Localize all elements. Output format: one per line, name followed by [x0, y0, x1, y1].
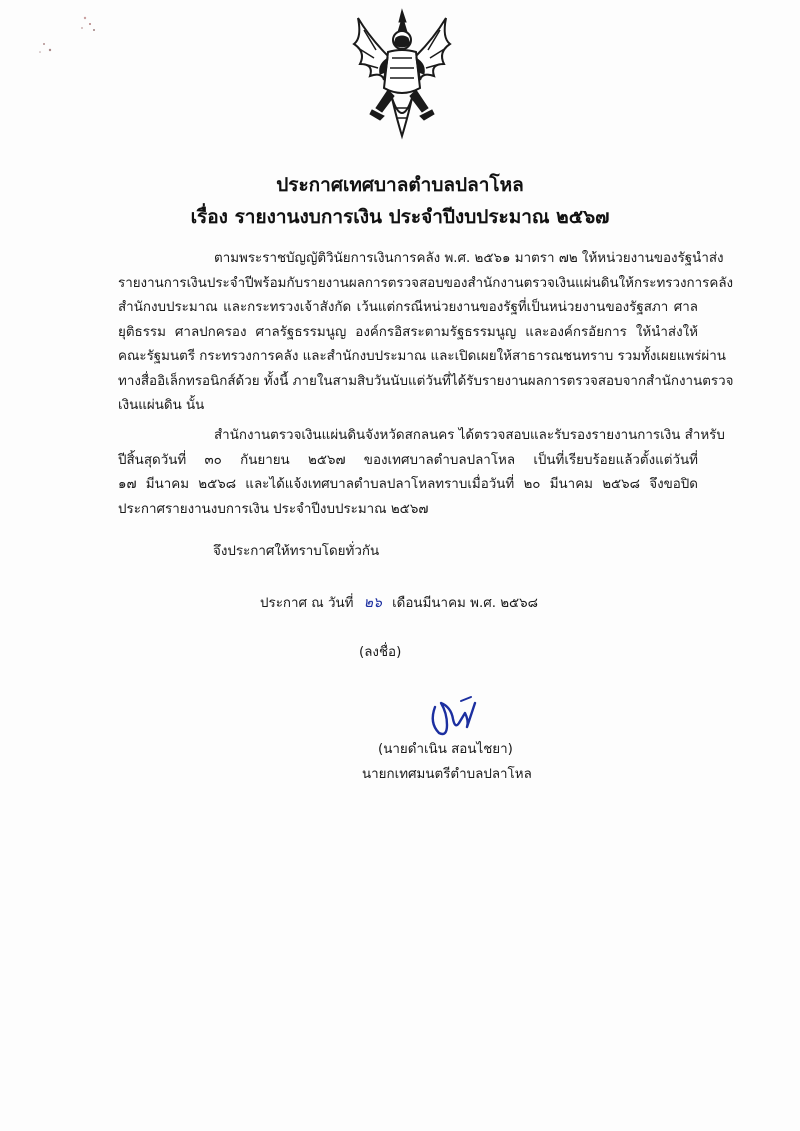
- paragraph-2: [118, 424, 725, 522]
- date-day-handwritten: ๒๖: [363, 595, 382, 611]
- paragraph-line: สำนักงบประมาณ และกระทรวงเจ้าสังกัด เว้นแต่กรณีหน่วยงานของรัฐที่เป็นหน่วยงานของรัฐสภา ศาล: [118, 300, 698, 315]
- handwritten-signature: [425, 693, 485, 738]
- paragraph-line: ทางสื่ออิเล็กทรอนิกส์ด้วย ทั้งนี้ ภายในสามสิบวันนับแต่วันที่ได้รับรายงานผลการตรวจสอบจากสำนักงานตรวจ: [118, 373, 734, 389]
- garuda-emblem: [340, 8, 465, 143]
- paragraph-line: ตามพระราชบัญญัติวินัยการเงินการคลัง พ.ศ. ๒๕๖๑ มาตรา ๗๒ ให้หน่วยงานของรัฐนำส่ง: [214, 251, 724, 266]
- signed-label: (ลงชื่อ): [359, 645, 402, 660]
- document-subject: เรื่อง รายงานงบการเงิน ประจำปีงบประมาณ ๒๕๖๗: [190, 206, 610, 228]
- date-suffix: เดือนมีนาคม พ.ศ. ๒๕๖๘: [392, 596, 539, 611]
- signatory-name: (นายดำเนิน สอนไชยา): [378, 742, 513, 757]
- paragraph-line: ประกาศรายงานงบการเงิน ประจำปีงบประมาณ ๒๕๖๗: [118, 501, 429, 517]
- date-prefix: ประกาศ ณ วันที่: [260, 596, 354, 611]
- paragraph-line: ยุติธรรม ศาลปกครอง ศาลรัฐธรรมนูญ องค์กรอิสระตามรัฐธรรมนูญ และองค์กรอัยการ ให้นำส่งให้: [118, 324, 698, 340]
- paragraph-line: รายงานการเงินประจำปีพร้อมกับรายงานผลการตรวจสอบของสำนักงานตรวจเงินแผ่นดินให้กระทรวงการคลัง: [118, 275, 734, 291]
- scan-specks: [30, 10, 110, 60]
- announcement: จึงประกาศให้ทราบโดยทั่วกัน: [213, 544, 380, 559]
- paragraph-line: คณะรัฐมนตรี กระทรวงการคลัง และสำนักงบประมาณ และเปิดเผยให้สาธารณชนทราบ รวมทั้งเผยแพร่ผ่าน: [118, 349, 726, 364]
- document-title: ประกาศเทศบาลตำบลปลาโหล: [276, 174, 524, 196]
- paragraph-line: ๑๗ มีนาคม ๒๕๖๘ และได้แจ้งเทศบาลตำบลปลาโหลทราบเมื่อวันที่ ๒๐ มีนาคม ๒๕๖๘ จึงขอปิด: [118, 477, 698, 492]
- signatory-position: นายกเทศมนตรีตำบลปลาโหล: [362, 767, 532, 782]
- paragraph-1: [118, 247, 734, 419]
- paragraph-line: สำนักงานตรวจเงินแผ่นดินจังหวัดสกลนคร ได้ตรวจสอบและรับรองรายงานการเงิน สำหรับ: [214, 428, 725, 443]
- paragraph-line: ปีสิ้นสุดวันที่ ๓๐ กันยายน ๒๕๖๗ ของเทศบาลตำบลปลาโหล เป็นที่เรียบร้อยแล้วตั้งแต่วันที่: [118, 452, 698, 468]
- paragraph-line: เงินแผ่นดิน นั้น: [118, 398, 205, 413]
- announcement-date: [260, 592, 538, 614]
